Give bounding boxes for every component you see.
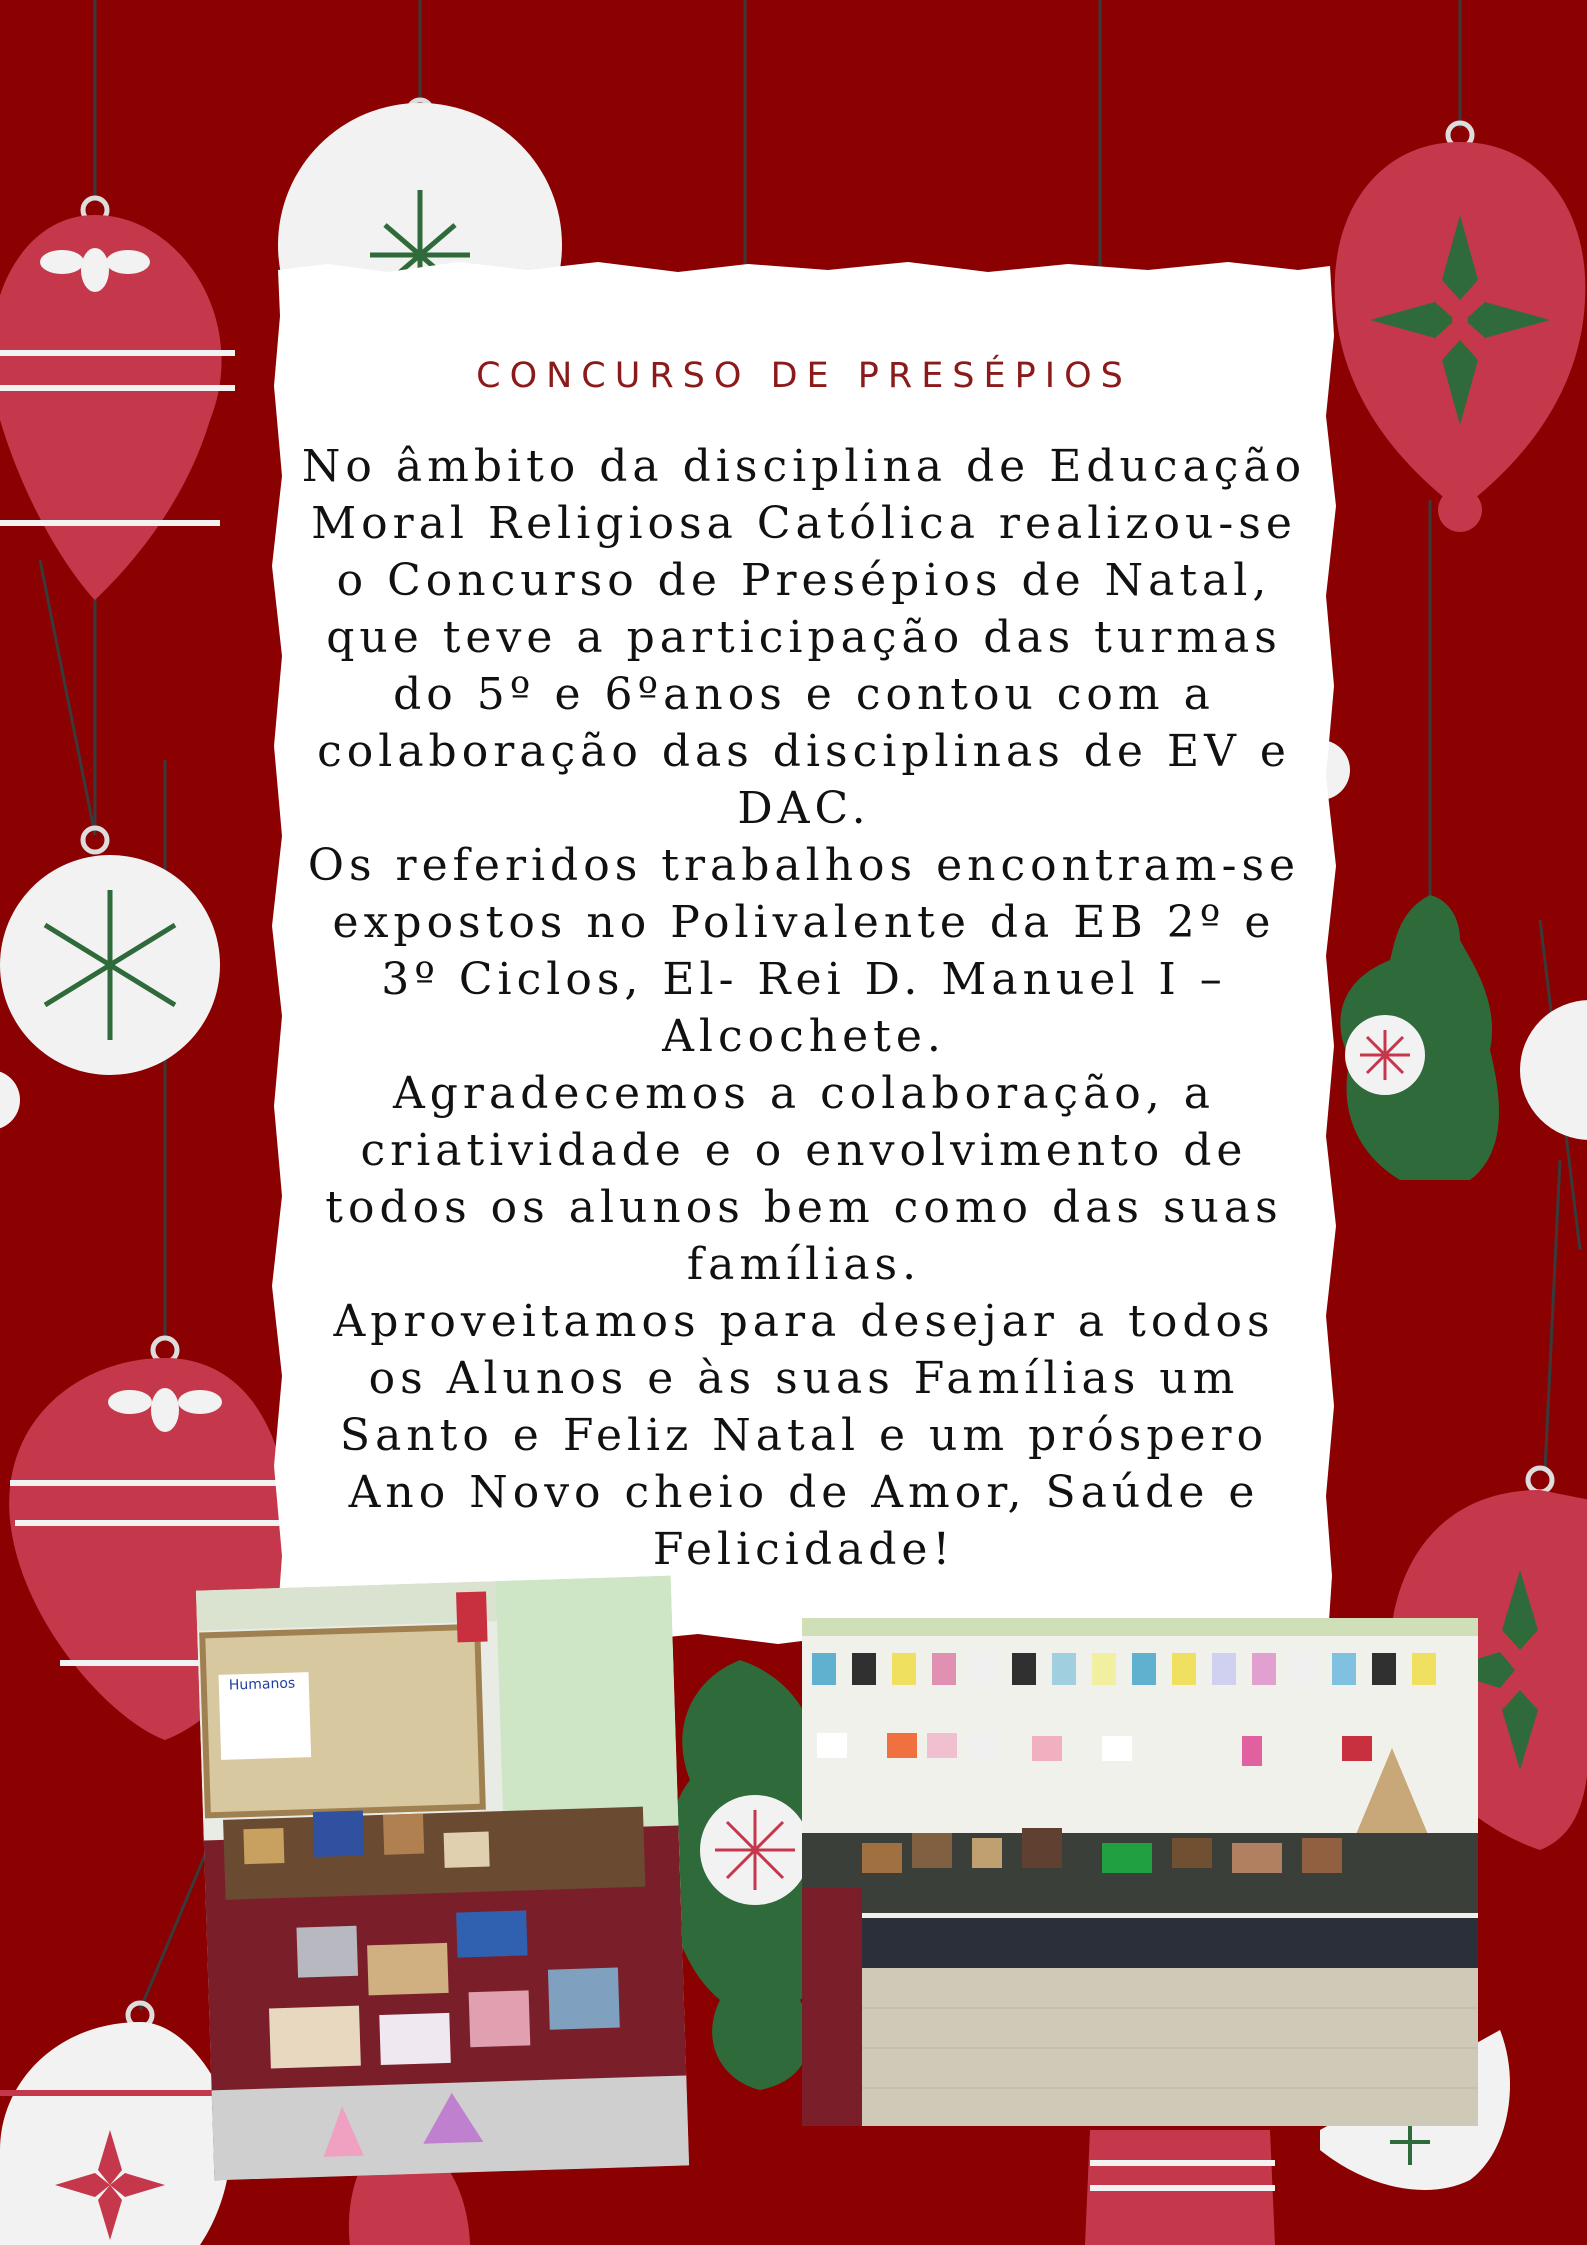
poster-body bbox=[298, 438, 1310, 1578]
paragraph-thanks: Agradecemos a colaboração, a criatividade e o envolvimento de todos os alunos bem como das suas famílias. bbox=[325, 1068, 1283, 1290]
red-ornament-icon bbox=[1085, 2130, 1275, 2245]
paragraph-wishes: Aproveitamos para desejar a todos os Alunos e às suas Famílias um Santo e Feliz Natal e um próspero Ano Novo cheio de Amor, Saúde e Felicidade! bbox=[333, 1296, 1275, 1575]
nativity-display-photo-right bbox=[802, 1618, 1478, 2126]
nativity-display-photo-left bbox=[196, 1576, 689, 2181]
paragraph-exhibition: Os referidos trabalhos encontram-se expostos no Polivalente da EB 2º e 3º Ciclos, El- Rei D. Manuel I – Alcochete. bbox=[307, 840, 1301, 1062]
paragraph-intro: No âmbito da disciplina de Educação Moral Religiosa Católica realizou-se o Concurso de Presépios de Natal, que teve a participação das turmas do 5º e 6ºanos e contou com a colaboração das disciplinas de EV e DAC. bbox=[301, 441, 1307, 834]
photo-sign-text: Humanos bbox=[228, 1675, 296, 1694]
poster-title: CONCURSO DE PRESÉPIOS bbox=[476, 356, 1132, 396]
